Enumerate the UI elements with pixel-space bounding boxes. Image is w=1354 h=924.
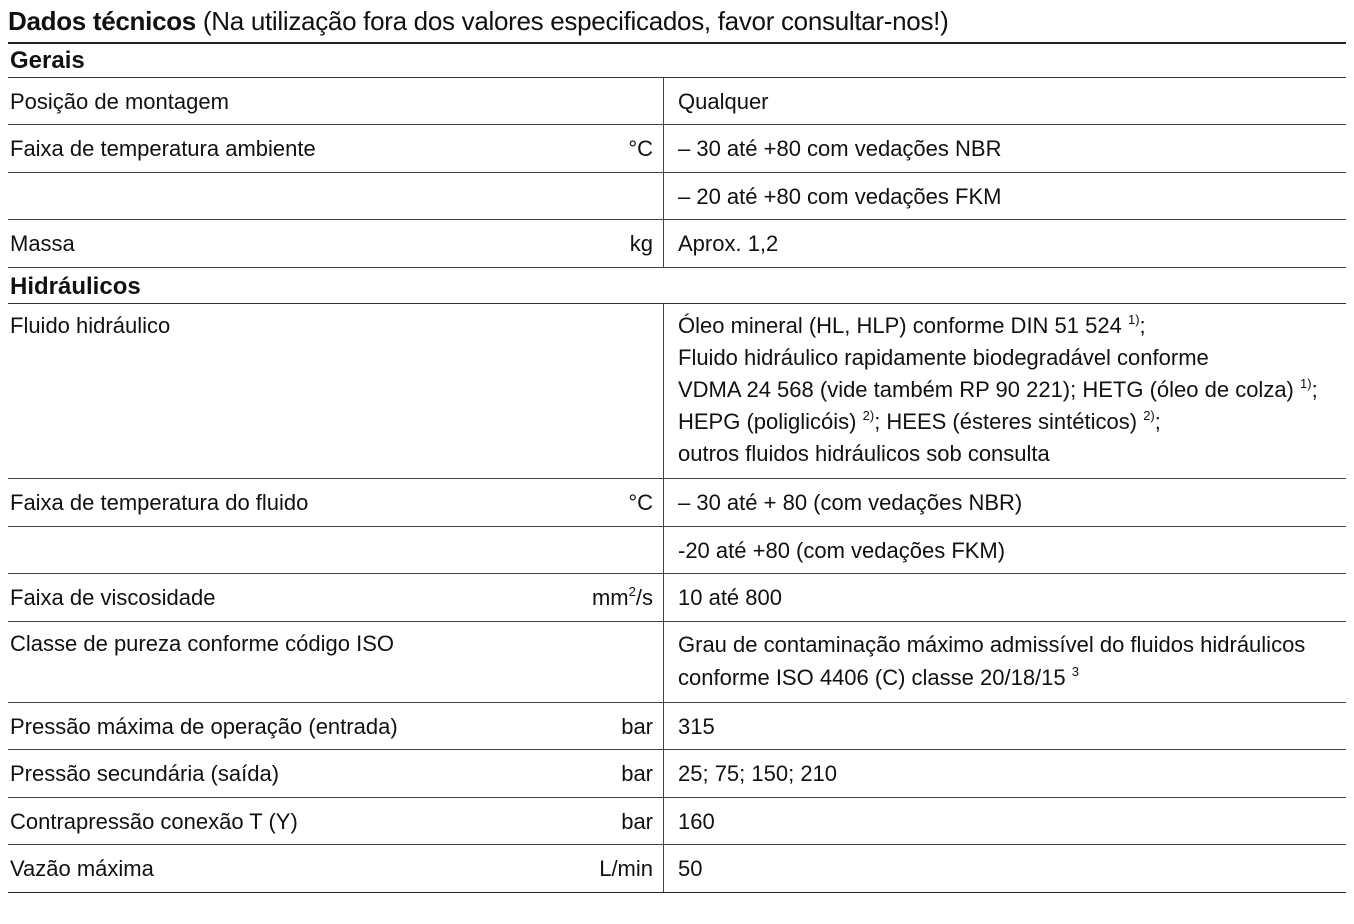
fluid-line-4: HEPG (poliglicóis) $^{2)}$; HEES (ésteres sintéticos) $^{2)}$;: [678, 408, 1161, 434]
row-unit: L/min: [599, 856, 653, 881]
table-row: [8, 574, 1346, 622]
section-hidraulicos: Hidráulicos: [8, 270, 1346, 304]
row-label: Faixa de temperatura do fluido: [10, 490, 309, 515]
row-value: -20 até +80 (com vedações FKM): [678, 538, 1006, 563]
row-label-cell: [8, 78, 664, 124]
title-bold: Dados técnicos: [8, 6, 196, 36]
fluid-line-3: VDMA 24 568 (vide também RP 90 221); HETG (óleo de colza) $^{1)}$;: [678, 376, 1318, 402]
row-label: Faixa de viscosidade: [10, 585, 216, 610]
row-label-cell: [8, 125, 664, 172]
row-label-cell: [8, 750, 664, 797]
table-row: [8, 304, 1346, 479]
row-label-cell: [8, 798, 664, 844]
row-value: 10 até 800: [678, 585, 782, 610]
table-row: [8, 845, 1346, 893]
row-value: 25; 75; 150; 210: [678, 761, 838, 786]
section-gerais: Gerais: [8, 44, 1346, 78]
row-label-cell: [8, 479, 664, 526]
row-unit: bar: [621, 809, 653, 834]
table-row: [8, 750, 1346, 798]
fluid-line-1: Óleo mineral (HL, HLP) conforme DIN 51 524 $^{1)}$;: [678, 312, 1146, 338]
table-row: [8, 125, 1346, 173]
row-value: [664, 304, 1346, 478]
row-unit: °C: [628, 490, 653, 515]
row-label: Posição de montagem: [10, 89, 229, 114]
row-label-cell: [8, 574, 664, 621]
row-label-cell: [8, 220, 664, 267]
row-label-cell: [8, 527, 664, 573]
title-note: (Na utilização fora dos valores especificados, favor consultar-nos!): [202, 6, 949, 36]
fluid-line-5: outros fluidos hidráulicos sob consulta: [678, 441, 1050, 466]
row-value: – 30 até +80 com vedações NBR: [678, 136, 1002, 161]
row-value: 160: [678, 809, 715, 834]
row-label: Classe de pureza conforme código ISO: [10, 631, 394, 656]
page-title: [8, 0, 1346, 42]
row-value: – 30 até + 80 (com vedações NBR): [678, 490, 1023, 515]
row-label: Pressão máxima de operação (entrada): [10, 714, 398, 739]
row-value: 50: [678, 856, 703, 881]
row-label: Faixa de temperatura ambiente: [10, 136, 316, 161]
table-row: [8, 78, 1346, 125]
row-value: 315: [678, 714, 715, 739]
row-label-cell: [8, 845, 664, 892]
row-label-cell: [8, 304, 664, 478]
table-row: [8, 622, 1346, 703]
row-unit: kg: [629, 231, 653, 256]
row-label: Fluido hidráulico: [10, 313, 171, 338]
row-label-cell: [8, 173, 664, 219]
table-row: [8, 527, 1346, 574]
row-unit: °C: [628, 136, 653, 161]
row-label-cell: [8, 703, 664, 749]
table-row: [8, 220, 1346, 268]
row-unit: bar: [621, 714, 653, 739]
row-value: Aprox. 1,2: [678, 231, 779, 256]
table-row: [8, 703, 1346, 750]
row-unit: $mm^2/s$: [591, 584, 653, 610]
row-label-cell: [8, 622, 664, 702]
purity-line-1: Grau de contaminação máximo admissível do fluidos hidráulicos: [678, 632, 1306, 657]
row-value: [664, 622, 1346, 702]
row-value: Qualquer: [678, 89, 769, 114]
row-label: Pressão secundária (saída): [10, 761, 280, 786]
row-value: – 20 até +80 com vedações FKM: [678, 184, 1002, 209]
row-label: Massa: [10, 231, 75, 256]
row-label: Contrapressão conexão T (Y): [10, 809, 298, 834]
technical-data-sheet: [8, 0, 1346, 893]
table-row: [8, 479, 1346, 527]
table-row: [8, 798, 1346, 845]
purity-line-2: conforme ISO 4406 (C) classe 20/18/15 $^3$: [678, 664, 1080, 690]
row-label: Vazão máxima: [10, 856, 154, 881]
row-unit: bar: [621, 761, 653, 786]
table-row: [8, 173, 1346, 220]
fluid-line-2: Fluido hidráulico rapidamente biodegradável conforme: [678, 345, 1209, 370]
